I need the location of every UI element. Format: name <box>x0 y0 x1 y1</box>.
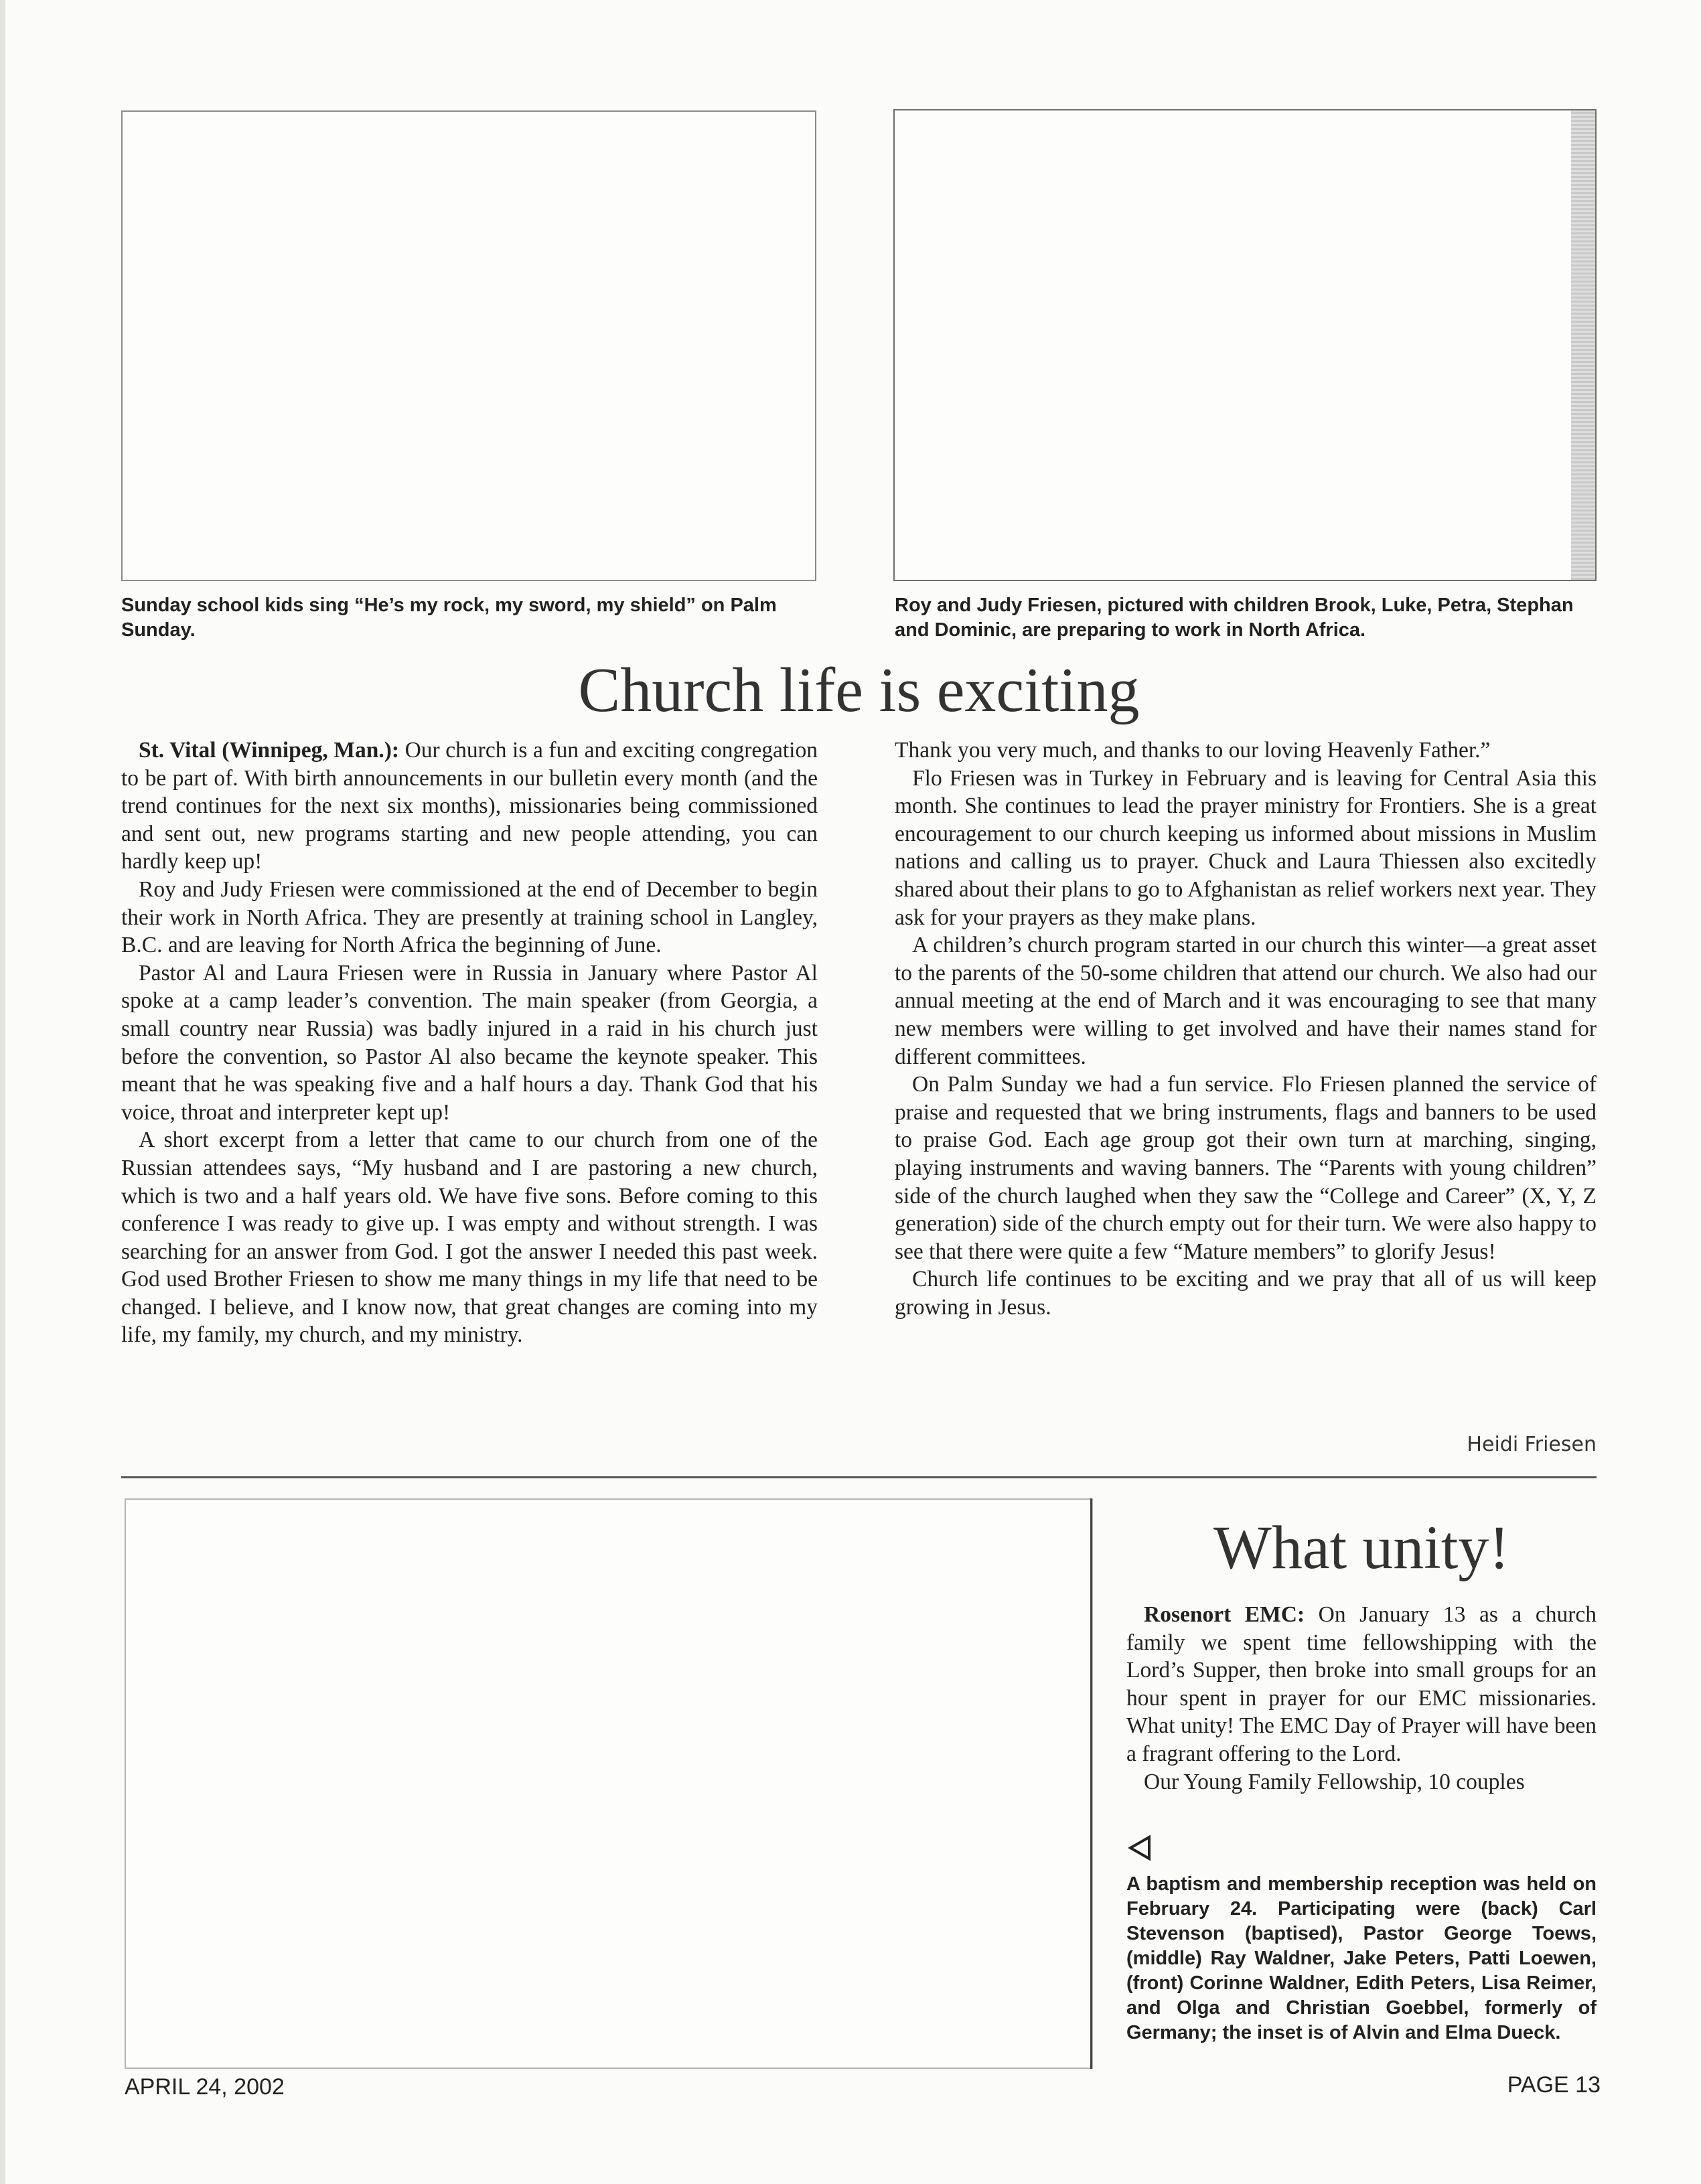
photo-sunday-school-kids <box>121 110 816 581</box>
article-paragraph: Pastor Al and Laura Friesen were in Russia in January where Pastor Al spoke at a camp leader’s convention. The main speaker (from Georgia, a small country near Russia) was badly injured in a raid in his church just before the convention, so Pastor Al also became the keynote speaker. This meant that he was speaking five and a half hours a day. Thank God that his voice, throat and interpreter kept up! <box>121 960 818 1125</box>
article-byline: Heidi Friesen <box>1467 1433 1597 1456</box>
article-headline-what-unity: What unity! <box>1213 1513 1509 1581</box>
photo-scan-edge <box>1571 110 1595 580</box>
article-paragraph: Church life continues to be exciting and we pray that all of us will keep growing in Jesus. <box>895 1267 1597 1320</box>
article-paragraph: Our Young Family Fellowship, 10 couples <box>1144 1769 1525 1794</box>
article-headline-church-life: Church life is exciting <box>578 655 1140 725</box>
article-lead-location: Rosenort EMC: <box>1144 1602 1305 1627</box>
photo-caption-sunday-school: Sunday school kids sing “He’s my rock, my sword, my shield” on Palm Sunday. <box>121 595 777 641</box>
article-paragraph: Roy and Judy Friesen were commissioned at the end of December to begin their work in North Africa. They are presently at training school in Langley, B.C. and are leaving for North Africa the beginning of June. <box>121 876 818 958</box>
article-column-unity <box>1126 1601 1597 1796</box>
article-paragraph: St. Vital (Winnipeg, Man.): Our church is a fun and exciting congregation to be part of. With birth announcements in our bulletin every month (and the trend continues for the next six months), missionaries being commissioned and sent out, new programs starting and new people attending, you can hardly keep up! <box>121 738 818 874</box>
caption-pointer-arrow-icon <box>1126 1835 1153 1861</box>
photo-friesen-family <box>893 109 1597 581</box>
article-paragraph: On Palm Sunday we had a fun service. Flo Friesen planned the service of praise and requested that we bring instruments, flags and banners to be used to praise God. Each age group got their own turn at marching, singing, playing instruments and waving banners. The “Parents with young children” side of the church laughed when they saw the “College and Career” (X, Y, Z generation) side of the church empty out for their turn. We were also happy to see that there were quite a few “Mature members” to glorify Jesus! <box>895 1072 1597 1264</box>
photo-caption-baptism: A baptism and membership reception was held on February 24. Participating were (back) Carl Stevenson (baptised), Pastor George Toews, (middle) Ray Waldner, Jake Peters, Patti Loewen, (front) Corinne Waldner, Edith Peters, Lisa Reimer, and Olga and Christian Goebbel, formerly of Germany; the inset is of Alvin and Elma Dueck. <box>1126 1873 1597 2043</box>
article-column-right <box>895 736 1597 1321</box>
photo-baptism-reception <box>125 1498 1093 2069</box>
article-lead-location: St. Vital (Winnipeg, Man.): <box>139 738 400 763</box>
article-paragraph: Thank you very much, and thanks to our loving Heavenly Father.” <box>895 738 1491 763</box>
article-paragraph: Rosenort EMC: On January 13 as a church family we spent time fellowshipping with the Lord’s Supper, then broke into small groups for an hour spent in prayer for our EMC missionaries. What unity! The EMC Day of Prayer will have been a fragrant offering to the Lord. <box>1126 1602 1597 1766</box>
article-paragraph: A children’s church program started in our church this winter—a great asset to the parents of the 50-some children that attend our church. We also had our annual meeting at the end of March and it was encouraging to see that many new members were willing to get involved and have their names stand for different committees. <box>895 933 1597 1069</box>
page-edge-shadow <box>0 0 5 2184</box>
article-paragraph: Flo Friesen was in Turkey in February and is leaving for Central Asia this month. She continues to lead the prayer ministry for Frontiers. She is a great encouragement to our church keeping us informed about missions in Muslim nations and calling us to prayer. Chuck and Laura Thiessen also excitedly shared about their plans to go to Afghanistan as relief workers next year. They ask for your prayers as they make plans. <box>895 765 1597 930</box>
photo-caption-friesen-family: Roy and Judy Friesen, pictured with children Brook, Luke, Petra, Stephan and Dominic, are preparing to work in North Africa. <box>895 595 1574 641</box>
column-divider <box>1090 1498 1092 2069</box>
footer-date: APRIL 24, 2002 <box>125 2074 285 2100</box>
article-column-left <box>121 736 818 1349</box>
footer-page-number: PAGE 13 <box>1507 2072 1601 2098</box>
article-paragraph: A short excerpt from a letter that came to our church from one of the Russian attendees says, “My husband and I are pastoring a new church, which is two and a half years old. We have five sons. Before coming to this conference I was ready to give up. I was empty and without strength. I was searching for an answer from God. I got the answer I needed this past week. God used Brother Friesen to show me many things in my life that need to be changed. I believe, and I know now, that great changes are coming into my life, my family, my church, and my ministry. <box>121 1127 818 1348</box>
section-divider <box>121 1476 1597 1478</box>
